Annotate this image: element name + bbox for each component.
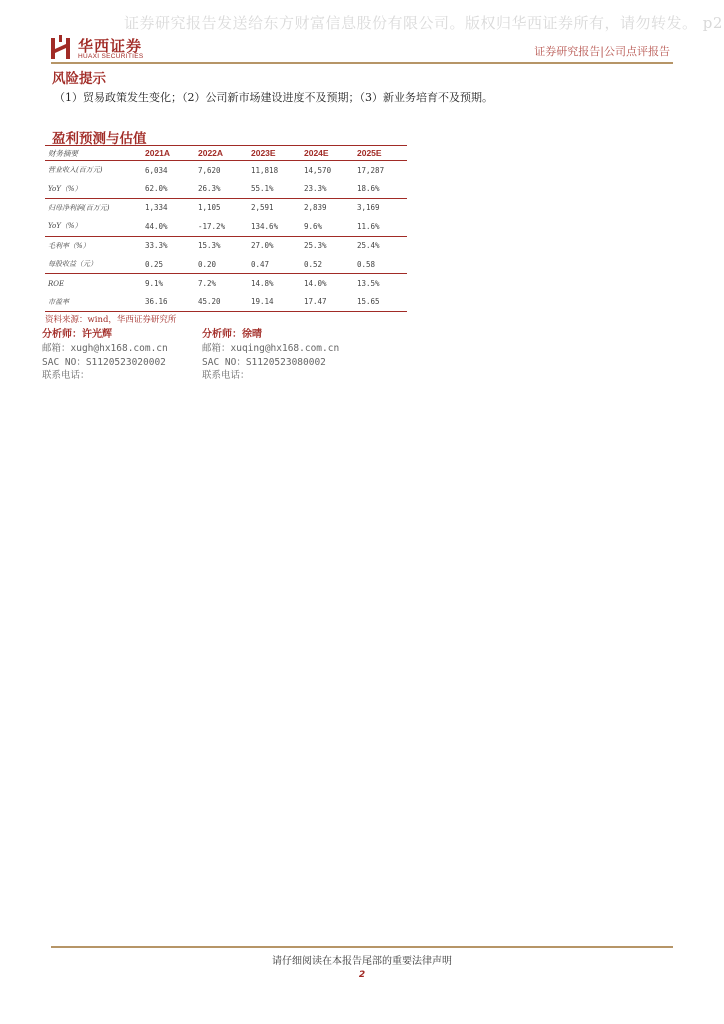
forecast-table xyxy=(45,145,407,312)
risk-text: （1）贸易政策发生变化；（2）公司新市场建设进度不及预期；（3）新业务培育不及预期。 xyxy=(54,91,493,104)
table-cell: 36.16 xyxy=(142,293,195,312)
analyst-email[interactable]: 邮箱：xuqing@hx168.com.cn xyxy=(202,343,340,354)
table-cell: 1,105 xyxy=(195,198,248,217)
analyst-sac-number: SAC NO：S1120523020002 xyxy=(42,356,166,368)
table-cell: 1,334 xyxy=(142,198,195,217)
table-cell: 13.5% xyxy=(354,274,407,293)
table-cell: 9.1% xyxy=(142,274,195,293)
table-cell: 17.47 xyxy=(301,293,354,312)
brand-name-cn: 华西证券 xyxy=(78,37,143,55)
table-row xyxy=(45,198,407,217)
table-cell: 62.0% xyxy=(145,184,168,194)
row-label: 毛利率（%） xyxy=(45,236,142,255)
table-row xyxy=(45,161,407,180)
column-header: 2023E xyxy=(248,146,301,161)
analyst-card xyxy=(202,325,339,381)
table-cell: 15.3% xyxy=(195,236,248,255)
column-header: 2024E xyxy=(301,146,354,161)
column-header: 2025E xyxy=(354,146,407,161)
report-type-label: 证券研究报告|公司点评报告 xyxy=(534,45,670,58)
table-cell: 26.3% xyxy=(198,184,221,194)
analyst-name: 分析师：许光辉 xyxy=(42,329,112,340)
table-cell: 14.0% xyxy=(301,274,354,293)
analyst-sac-number: SAC NO：S1120523080002 xyxy=(202,356,326,368)
analyst-name: 分析师：徐晴 xyxy=(202,329,262,340)
page-number: 2 xyxy=(358,970,366,980)
legal-disclaimer-notice[interactable]: 请仔细阅读在本报告尾部的重要法律声明 xyxy=(272,956,452,967)
table-cell: 2,591 xyxy=(248,198,301,217)
table-cell: 134.6% xyxy=(251,221,279,231)
table-row xyxy=(45,274,407,293)
table-header-row xyxy=(45,146,407,161)
table-cell: 55.1% xyxy=(251,184,274,194)
table-cell: 27.0% xyxy=(248,236,301,255)
table-cell: 7,620 xyxy=(198,165,221,175)
row-label: YoY（%） xyxy=(48,184,82,193)
header-divider xyxy=(51,62,673,64)
table-cell: 15.65 xyxy=(354,293,407,312)
table-cell: 6,034 xyxy=(145,165,168,175)
table-row xyxy=(45,179,407,198)
table-row xyxy=(45,293,407,312)
watermark-text: 证券研究报告发送给东方财富信息股份有限公司。版权归华西证券所有，请勿转发。 p2 xyxy=(124,14,723,32)
table-row xyxy=(45,217,407,236)
table-row xyxy=(45,255,407,274)
table-cell: 17,287 xyxy=(357,165,385,175)
table-cell: 11,818 xyxy=(251,165,279,175)
brand-name-en: HUAXI SECURITIES xyxy=(78,53,144,60)
analyst-phone: 联系电话： xyxy=(202,370,250,381)
table-cell: 7.2% xyxy=(195,274,248,293)
table-cell: 33.3% xyxy=(142,236,195,255)
table-cell: 19.14 xyxy=(248,293,301,312)
table-source-note: 资料来源：wind，华西证券研究所 xyxy=(45,315,177,325)
column-header: 2022A xyxy=(195,146,248,161)
brand-logo xyxy=(50,35,160,63)
risk-section-title: 风险提示 xyxy=(52,71,106,87)
table-cell: 3,169 xyxy=(354,198,407,217)
footer-divider xyxy=(51,946,673,948)
table-cell: 2,839 xyxy=(301,198,354,217)
table-cell: 0.58 xyxy=(357,259,376,269)
table-cell: 0.47 xyxy=(251,259,270,269)
row-label: ROE xyxy=(45,274,142,293)
column-header: 2021A xyxy=(142,146,195,161)
table-cell: 9.6% xyxy=(304,221,323,231)
table-cell: 0.20 xyxy=(198,259,217,269)
table-cell: 25.4% xyxy=(354,236,407,255)
table-cell: 44.0% xyxy=(145,221,168,231)
table-row xyxy=(45,236,407,255)
table-cell: 11.6% xyxy=(357,221,380,231)
table-cell: 14.8% xyxy=(248,274,301,293)
row-label: YoY（%） xyxy=(48,222,82,231)
huaxi-logo-icon xyxy=(50,35,72,61)
analyst-phone: 联系电话： xyxy=(42,370,90,381)
table-cell: 25.3% xyxy=(301,236,354,255)
column-header: 财务摘要 xyxy=(45,146,142,161)
table-cell: -17.2% xyxy=(198,221,226,231)
table-cell: 14,570 xyxy=(304,165,332,175)
table-cell: 0.25 xyxy=(145,259,164,269)
table-cell: 0.52 xyxy=(304,259,323,269)
row-label: 营业收入(百万元) xyxy=(48,166,103,175)
row-label: 每股收益（元） xyxy=(48,260,97,269)
analyst-card xyxy=(42,325,168,381)
analyst-email[interactable]: 邮箱：xugh@hx168.com.cn xyxy=(42,343,168,354)
table-cell: 45.20 xyxy=(195,293,248,312)
table-cell: 18.6% xyxy=(357,184,380,194)
row-label: 市盈率 xyxy=(45,293,142,312)
table-cell: 23.3% xyxy=(304,184,327,194)
row-label: 归母净利润(百万元) xyxy=(45,198,142,217)
forecast-section-title: 盈利预测与估值 xyxy=(52,131,147,147)
